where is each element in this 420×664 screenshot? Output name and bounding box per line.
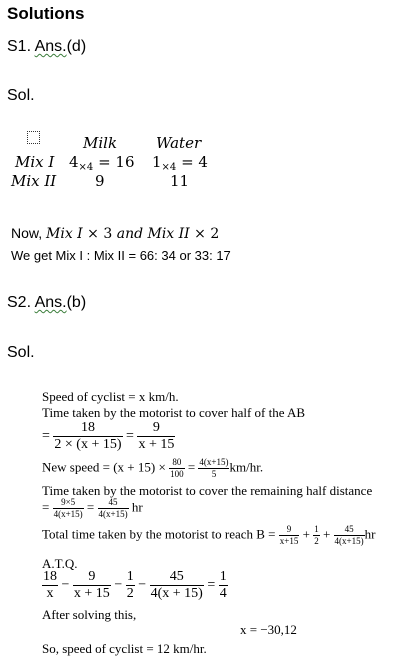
s2-answer-line xyxy=(7,294,86,312)
s1-col-water: Water xyxy=(156,134,202,152)
s2-line-time-half: Time taken by the motorist to cover half of the AB xyxy=(42,405,306,420)
s2-ans-word: Ans. xyxy=(34,294,67,311)
s1-row1-water: $1_{\times 4} = 4$ xyxy=(152,153,208,173)
s2-label: S2. xyxy=(7,294,32,311)
s2-line-final: So, speed of cyclist = 12 km/hr. xyxy=(42,641,207,656)
s1-row2-name: Mix II xyxy=(11,172,57,190)
s2-line-speed: Speed of cyclist = x km/h. xyxy=(42,389,179,404)
s1-sol-label: Sol. xyxy=(7,87,35,104)
s2-line-after-solving: After solving this, xyxy=(42,607,137,622)
s2-line-total-time: Total time taken by the motorist to reach B = $\frac{9}{x+15}$ + $\frac{1}{2}$ + $\frac{45}{4(x+15)}$ hr xyxy=(42,524,376,546)
s2-line-atq: A.T.Q. xyxy=(42,556,78,571)
s2-line-new-speed: New speed = (x + 15) × $\frac{80}{100}$ = $\frac{4(x+15)}{5}$ km/hr. xyxy=(42,457,264,479)
s1-row2-milk: 9 xyxy=(95,172,105,190)
s2-sol-label: Sol. xyxy=(7,344,35,361)
s2-line-x-solution: x = −30,12 xyxy=(240,622,297,637)
s1-ans-word: Ans. xyxy=(34,38,67,55)
s1-result-line: We get Mix I : Mix II = 66: 34 or 33: 17 xyxy=(11,248,231,263)
s1-now-line: Now, Mix I × 3 and Mix II × 2 xyxy=(11,225,220,242)
s1-col-milk: Milk xyxy=(83,134,118,152)
s1-row1-milk: $4_{\times 4} = 16$ xyxy=(69,153,135,173)
s2-line-equation: $\frac{18}{x}$ − $\frac{9}{x + 15}$ − $\frac{1}{2}$ − $\frac{45}{4(x + 15)}$ = $\frac{1}{4}$ xyxy=(43,569,227,601)
s1-row2-water: 11 xyxy=(170,172,190,190)
s2-line-eq2: = $\frac{9\times 5}{4(x+15)}$ = $\frac{45}{4(x+15)}$ hr xyxy=(42,497,143,519)
s2-line-time-remaining: Time taken by the motorist to cover the remaining half distance xyxy=(42,483,373,498)
s2-ans-choice: (b) xyxy=(66,294,87,311)
s1-ans-choice: (d) xyxy=(66,38,87,55)
s1-answer-line xyxy=(7,38,86,56)
s1-row1-name: Mix I xyxy=(15,153,55,171)
s1-label: S1. xyxy=(7,38,32,55)
s1-box-glyph xyxy=(27,131,40,144)
s2-line-eq1: = $\frac{18}{2 \times (x + 15)}$ = $\frac{9}{x + 15}$ xyxy=(42,420,175,452)
solutions-heading: Solutions xyxy=(7,4,85,23)
